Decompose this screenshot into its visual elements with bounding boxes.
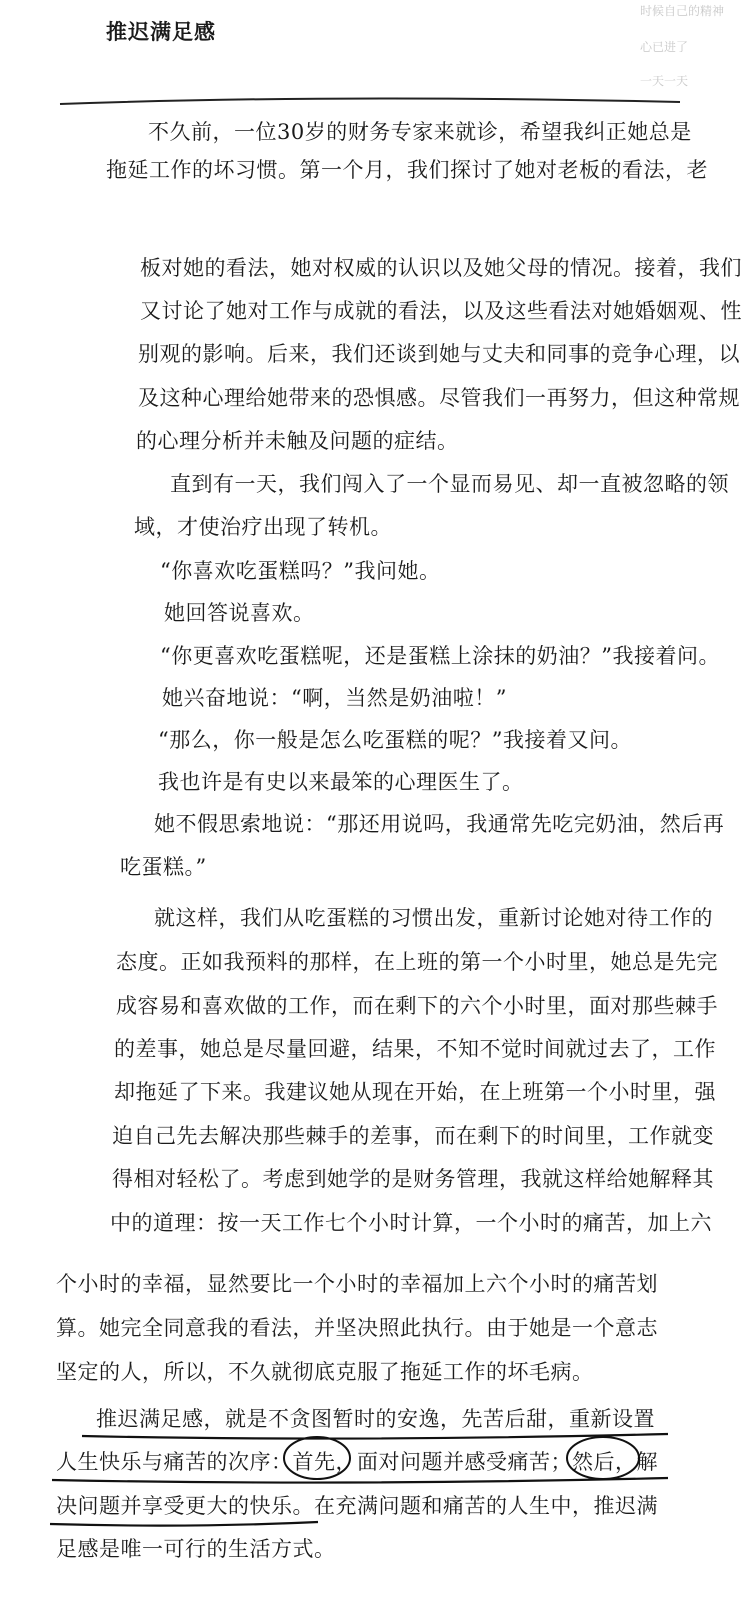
paragraph-line: 域，才使治疗出现了转机。 [134,515,392,539]
circle-ranhou [567,1437,639,1479]
dialogue-line: “你喜欢吃蛋糕吗？”我问她。 [160,559,441,583]
paragraph-line: 算。她完全同意我的看法，并坚决照此执行。由于她是一个意志 [56,1316,658,1340]
bleed-through-text: 心已进了 [640,40,689,54]
pen-stroke-top [60,98,680,104]
bleed-through-text: 时候自己的精神 [640,4,725,18]
underline-2 [52,1478,668,1483]
paragraph-line: 拖延工作的坏习惯。第一个月，我们探讨了她对老板的看法，老 [106,158,708,182]
dialogue-line: “你更喜欢吃蛋糕呢，还是蛋糕上涂抹的奶油？”我接着问。 [160,644,720,668]
dialogue-line: 她回答说喜欢。 [164,601,315,625]
dialogue-line: 她兴奋地说：“啊，当然是奶油啦！” [162,686,507,710]
paragraph-line: 推迟满足感，就是不贪图暂时的安逸，先苦后甜，重新设置 [96,1407,655,1431]
paragraph-line: 别观的影响。后来，我们还谈到她与丈夫和同事的竞争心理，以 [138,342,740,366]
paragraph-line: 却拖延了下来。我建议她从现在开始，在上班第一个小时里，强 [114,1080,716,1104]
paragraph-line: 个小时的幸福，显然要比一个小时的幸福加上六个小时的痛苦划 [56,1272,658,1296]
paragraph-line: 及这种心理给她带来的恐惧感。尽管我们一再努力，但这种常规 [138,386,740,410]
paragraph-line: 又讨论了她对工作与成就的看法，以及这些看法对她婚姻观、性 [140,299,742,323]
paragraph-line: 足感是唯一可行的生活方式。 [56,1537,336,1561]
paragraph-line: 直到有一天，我们闯入了一个显而易见、却一直被忽略的领 [170,472,729,496]
paragraph-line: 中的道理：按一天工作七个小时计算，一个小时的痛苦，加上六 [110,1211,712,1235]
paragraph-line: 坚定的人，所以，不久就彻底克服了拖延工作的坏毛病。 [56,1360,594,1384]
bleed-through-text: 一天一天 [640,74,689,88]
dialogue-line: 她不假思索地说：“那还用说吗，我通常先吃完奶油，然后再 [154,812,725,836]
section-title: 推迟满足感 [106,19,216,44]
underline-3 [50,1522,318,1526]
paragraph-line: 的心理分析并未触及问题的症结。 [136,429,459,453]
paragraph-line: 人生快乐与痛苦的次序：首先，面对问题并感受痛苦；然后，解 [56,1450,658,1474]
dialogue-line: 吃蛋糕。” [120,855,207,879]
paragraph-line: 的差事，她总是尽量回避，结果，不知不觉时间就过去了，工作 [114,1037,716,1061]
circle-shouxian [284,1437,350,1479]
paragraph-line: 成容易和喜欢做的工作，而在剩下的六个小时里，面对那些棘手 [116,994,718,1018]
paragraph-line: 迫自己先去解决那些棘手的差事，而在剩下的时间里，工作就变 [112,1124,714,1148]
paragraph-line: 不久前，一位30岁的财务专家来就诊，希望我纠正她总是 [148,120,692,144]
dialogue-line: 我也许是有史以来最笨的心理医生了。 [158,770,524,794]
paragraph-line: 就这样，我们从吃蛋糕的习惯出发，重新讨论她对待工作的 [154,906,713,930]
paragraph-line: 得相对轻松了。考虑到她学的是财务管理，我就这样给她解释其 [112,1167,714,1191]
paragraph-line: 决问题并享受更大的快乐。在充满问题和痛苦的人生中，推迟满 [56,1494,658,1518]
paragraph-line: 态度。正如我预料的那样，在上班的第一个小时里，她总是先完 [116,950,718,974]
paragraph-line: 板对她的看法，她对权威的认识以及她父母的情况。接着，我们 [140,256,742,280]
underline-1 [82,1434,668,1439]
dialogue-line: “那么，你一般是怎么吃蛋糕的呢？”我接着又问。 [158,728,632,752]
